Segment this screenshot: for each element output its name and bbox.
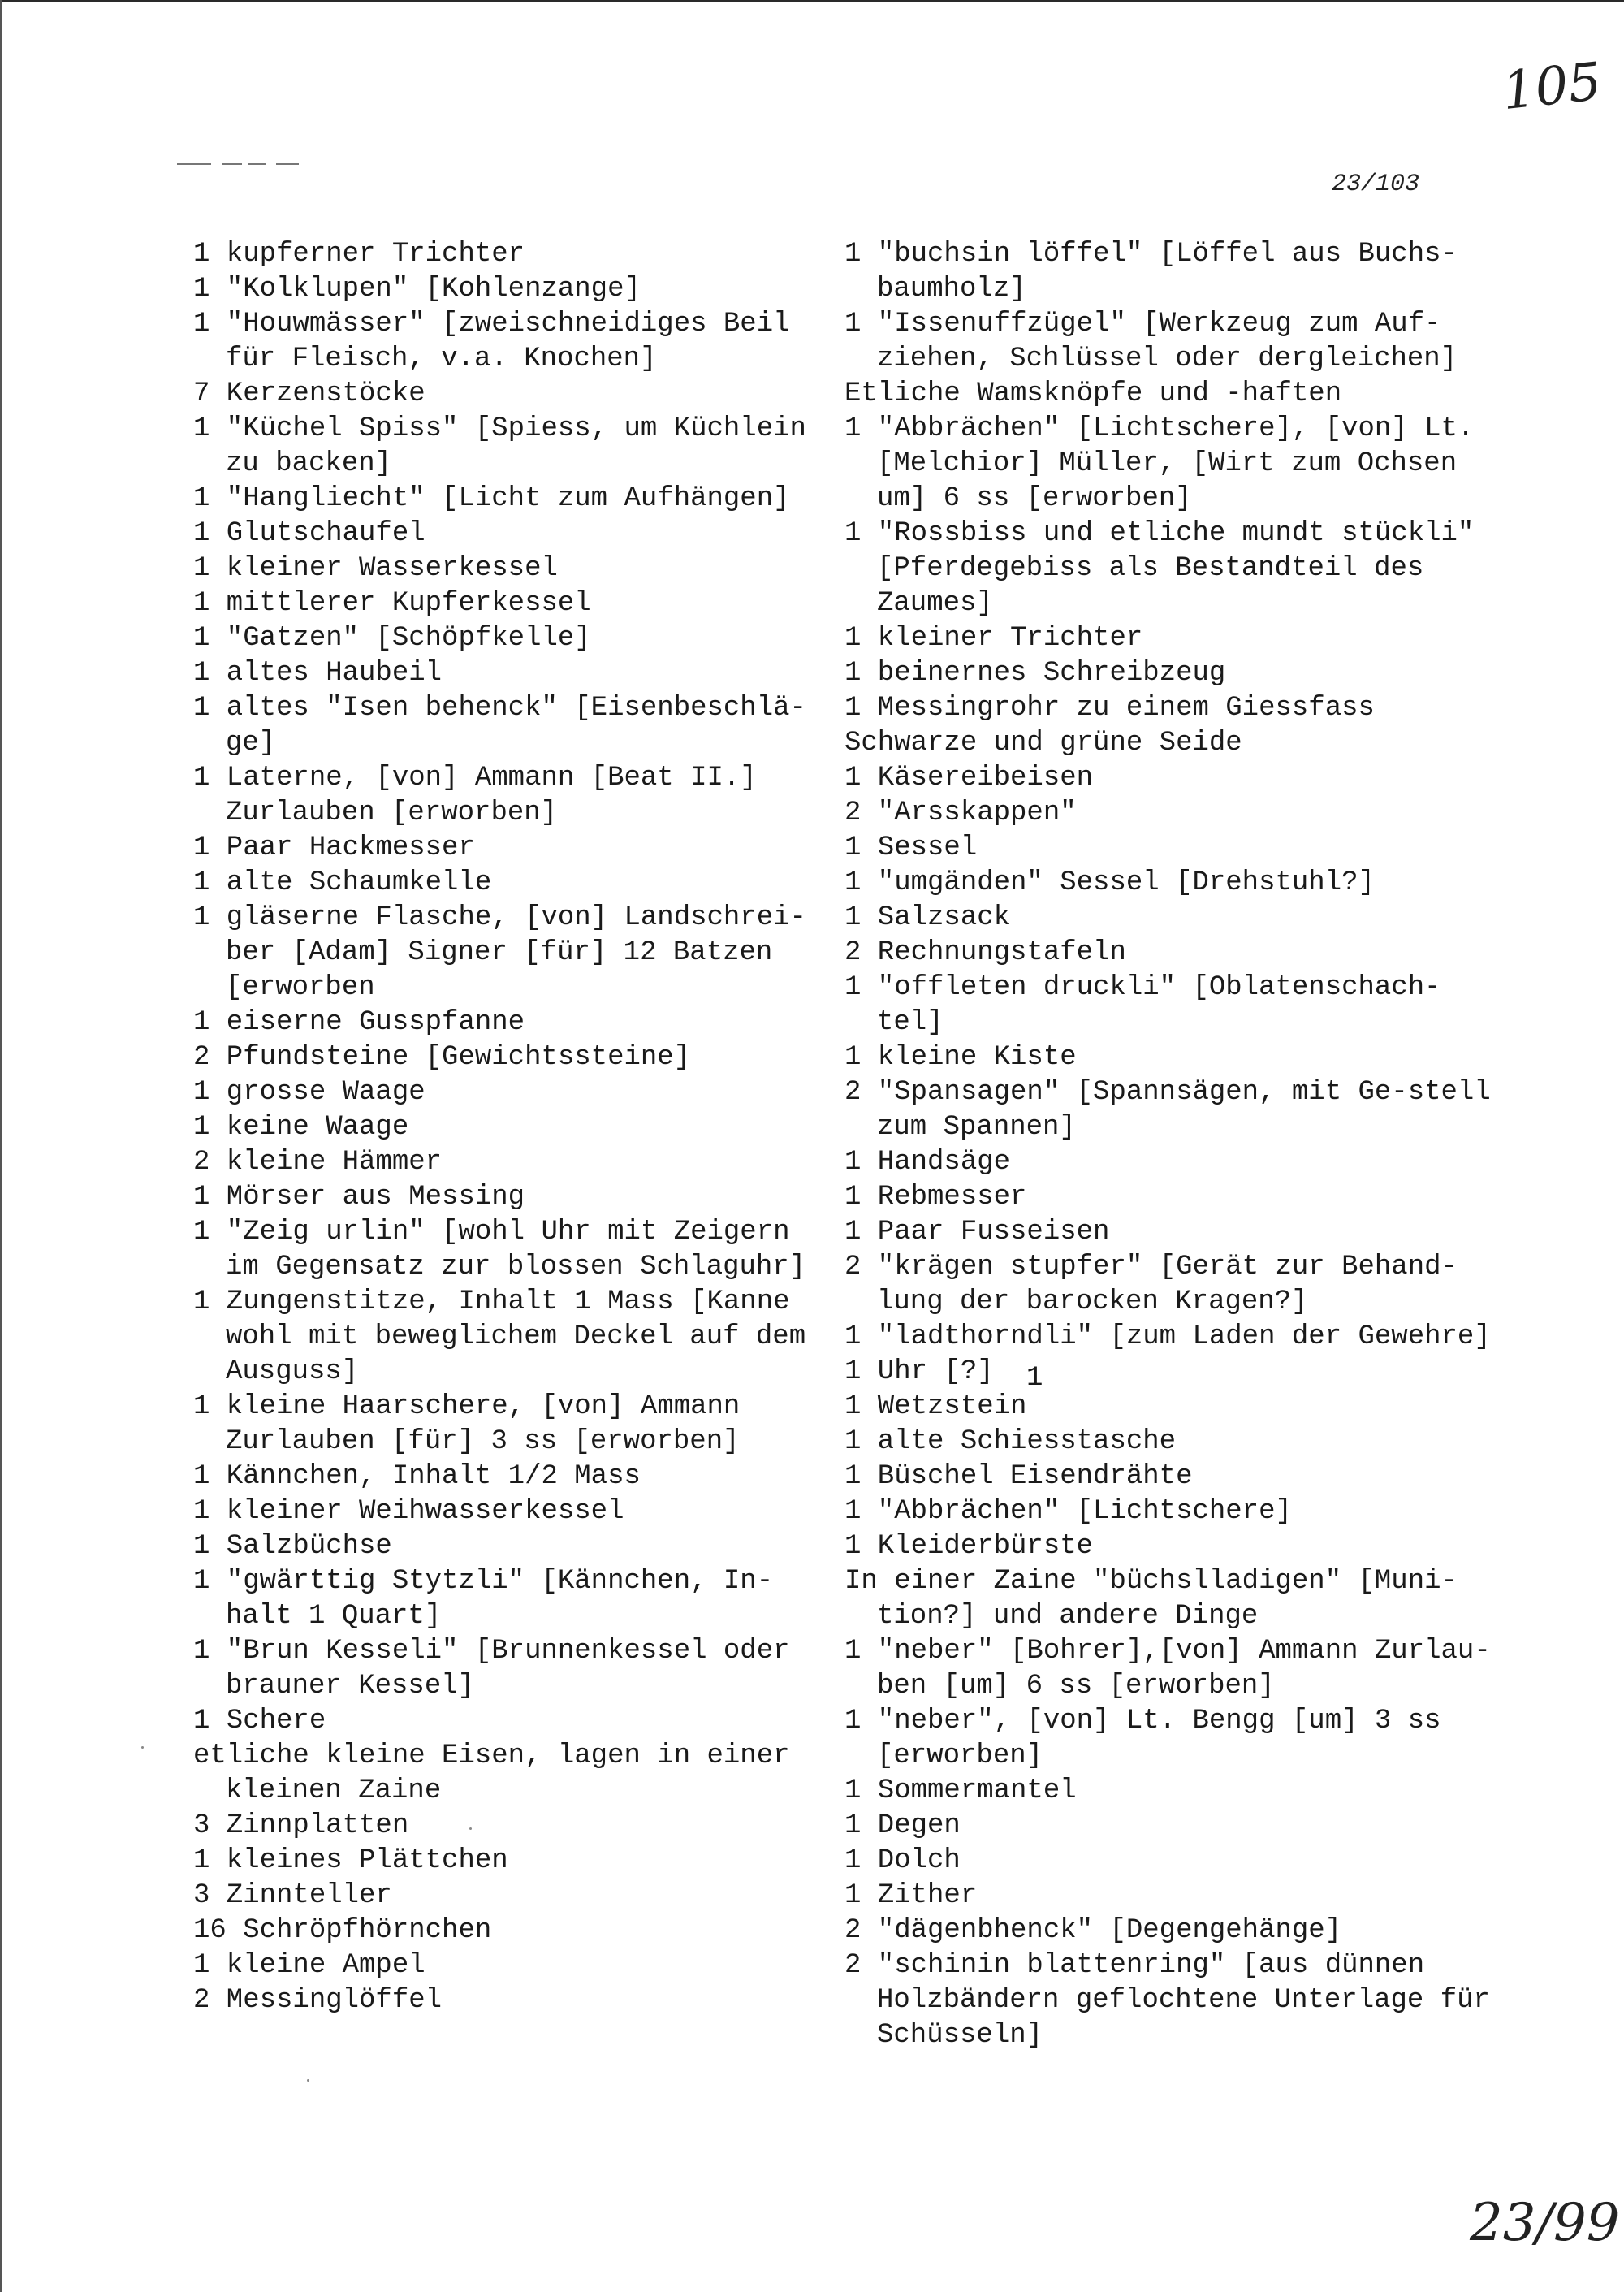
inventory-entry: 1 alte Schaumkelle [193,867,492,898]
inventory-entry: 1 "Abbrächen" [Lichtschere] [844,1496,1292,1527]
inventory-entry: 16 Schröpfhörnchen [193,1915,492,1946]
inventory-entry: 1 "offleten druckli" [Oblatenschach-tel] [844,972,1441,1038]
inventory-entry: 1 "neber" [Bohrer],[von] Ammann Zurlau-ben [um] 6 ss [erworben] [844,1636,1491,1702]
inventory-entry: 1 kleine Ampel [193,1950,425,1981]
inventory-entry: 1 "Gatzen" [Schöpfkelle] [193,623,591,654]
inventory-entry: 1 "Zeig urlin" [wohl Uhr mit Zeigern im Gegensatz zur blossen Schlaguhr] [193,1217,806,1282]
inventory-entry: 1 altes Haubeil [193,658,443,689]
inventory-entry: 1 "Houwmässer" [zweischneidiges Beil für Fleisch, v.a. Knochen] [193,309,806,374]
inventory-entry: 1 Kleiderbürste [844,1531,1094,1562]
inventory-entry: 1 alte Schiesstasche [844,1426,1177,1457]
inventory-entry: 2 Pfundsteine [Gewichtssteine] [193,1042,691,1073]
inventory-entry: 1 Käsereibeisen [844,763,1094,794]
inventory-entry: 2 "Arsskappen" [844,798,1077,828]
inventory-entry: 1 kleiner Wasserkessel [193,553,558,584]
inventory-entry: 1 Degen [844,1810,961,1841]
inventory-entry: 2 "dägenbhenck" [Degengehänge] [844,1915,1342,1946]
page-edge-top [0,0,1624,2]
paper-speck [469,1827,472,1830]
inventory-entry: 1 Mörser aus Messing [193,1182,525,1213]
inventory-entry: 1 kleiner Weihwasserkessel [193,1496,624,1527]
handwritten-page-number: 23/99 [1470,2193,1620,2253]
inventory-entry: 2 "schinin blattenring" [aus dünnen Holzbändern geflochtene Unterlage für Schüsseln] [844,1950,1507,2051]
inventory-entry: 1 Handsäge [844,1147,1011,1178]
inventory-entry: 1 Rebmesser [844,1182,1027,1213]
right-column [844,237,1508,2053]
inventory-entry: 1 Zungenstitze, Inhalt 1 Mass [Kanne wohl mit beweglichem Deckel auf dem Ausguss] [193,1287,823,1387]
inventory-entry: Etliche Wamsknöpfe und -haften [844,378,1342,409]
inventory-entry: 1 "Issenuffzügel" [Werkzeug zum Auf-ziehen, Schlüssel oder dergleichen] [844,309,1458,374]
inventory-entry: 1 "Hangliecht" [Licht zum Aufhängen] [193,483,790,514]
inventory-entry: 1 Wetzstein [844,1391,1027,1422]
inventory-entry: 1 Salzbüchse [193,1531,392,1562]
inventory-entry: 1 "gwärttig Stytzli" [Kännchen, In-halt 1 Quart] [193,1566,774,1632]
page-edge-left [0,0,2,2292]
footnote-marker: 1 [1026,1363,1043,1394]
inventory-entry: 1 grosse Waage [193,1077,425,1108]
inventory-entry: 2 "Spansagen" [Spannsägen, mit Ge-stell zum Spannen] [844,1077,1508,1143]
inventory-entry: 1 Büschel Eisendrähte [844,1461,1193,1492]
pencil-dash-marks [177,159,307,169]
inventory-entry: 1 Paar Fusseisen [844,1217,1110,1248]
inventory-entry: 1 "neber", [von] Lt. Bengg [um] 3 ss [erworben] [844,1706,1458,1771]
inventory-entry: 1 kleine Haarschere, [von] Ammann Zurlauben [für] 3 ss [erworben] [193,1391,757,1457]
inventory-entry: 2 Messinglöffel [193,1985,443,2016]
inventory-entry: 1 Schere [193,1706,326,1736]
inventory-entry: 1 Paar Hackmesser [193,832,475,863]
inventory-entry: 1 "Kolklupen" [Kohlenzange] [193,274,641,305]
paper-speck [141,1746,144,1749]
inventory-entry: 1 eiserne Gusspfanne [193,1007,525,1038]
inventory-entry: 1 Kännchen, Inhalt 1/2 Mass [193,1461,641,1492]
paper-speck [307,2079,309,2082]
inventory-entry: 7 Kerzenstöcke [193,378,425,409]
inventory-entry: 1 "Küchel Spiss" [Spiess, um Küchlein zu backen] [193,413,823,479]
inventory-entry: etliche kleine Eisen, lagen in einer kleinen Zaine [193,1741,806,1806]
inventory-entry: 2 kleine Hämmer [193,1147,443,1178]
inventory-entry: 1 "umgänden" Sessel [Drehstuhl?] [844,867,1375,898]
inventory-entry: 1 gläserne Flasche, [von] Landschrei-ber [Adam] Signer [für] 12 Batzen [erworben [193,902,806,1003]
inventory-entry: 1 keine Waage [193,1112,409,1143]
inventory-entry: 1 kleiner Trichter [844,623,1143,654]
inventory-entry: Schwarze und grüne Seide [844,728,1242,759]
inventory-entry: 1 "Abbrächen" [Lichtschere], [von] Lt. [Melchior] Müller, [Wirt zum Ochsen um] 6 ss [erworben] [844,413,1491,514]
inventory-entry: 1 Glutschaufel [193,518,425,549]
inventory-entry: 1 beinernes Schreibzeug [844,658,1226,689]
inventory-entry: 1 Messingrohr zu einem Giessfass [844,693,1375,724]
handwritten-folio-number: 105 [1499,51,1605,123]
inventory-entry: 1 "ladthorndli" [zum Laden der Gewehre] [844,1321,1491,1352]
inventory-entry: 1 Salzsack [844,902,1011,933]
inventory-entry: 1 mittlerer Kupferkessel [193,588,591,619]
inventory-entry: 2 Rechnungstafeln [844,937,1126,968]
inventory-entry: 1 "buchsin löffel" [Löffel aus Buchs-baumholz] [844,239,1458,305]
inventory-entry: 1 altes "Isen behenck" [Eisenbeschlä-ge] [193,693,806,759]
inventory-entry: In einer Zaine "büchslladigen" [Muni-tion?] und andere Dinge [844,1566,1458,1632]
inventory-entry: 1 "Rossbiss und etliche mundt stückli" [Pferdegebiss als Bestandteil des Zaumes] [844,518,1491,619]
inventory-entry: 1 Sommermantel [844,1775,1077,1806]
inventory-entry: 1 Zither [844,1880,978,1911]
inventory-entry: 2 "krägen stupfer" [Gerät zur Behand-lung der barocken Kragen?] [844,1252,1458,1317]
inventory-entry: 1 Dolch [844,1845,961,1876]
inventory-entry: 1 "Brun Kesseli" [Brunnenkessel oder brauner Kessel] [193,1636,806,1702]
inventory-entry: 1 Uhr [?] [844,1356,994,1387]
left-column [193,237,823,2018]
inventory-entry: 1 Sessel [844,832,978,863]
inventory-entry: 1 kleine Kiste [844,1042,1077,1073]
document-reference: 23/103 [1332,171,1420,198]
inventory-entry: 3 Zinnplatten [193,1810,409,1841]
inventory-entry: 1 kupferner Trichter [193,239,525,270]
inventory-entry: 1 kleines Plättchen [193,1845,508,1876]
inventory-entry: 3 Zinnteller [193,1880,392,1911]
inventory-entry: 1 Laterne, [von] Ammann [Beat II.] Zurlauben [erworben] [193,763,774,828]
